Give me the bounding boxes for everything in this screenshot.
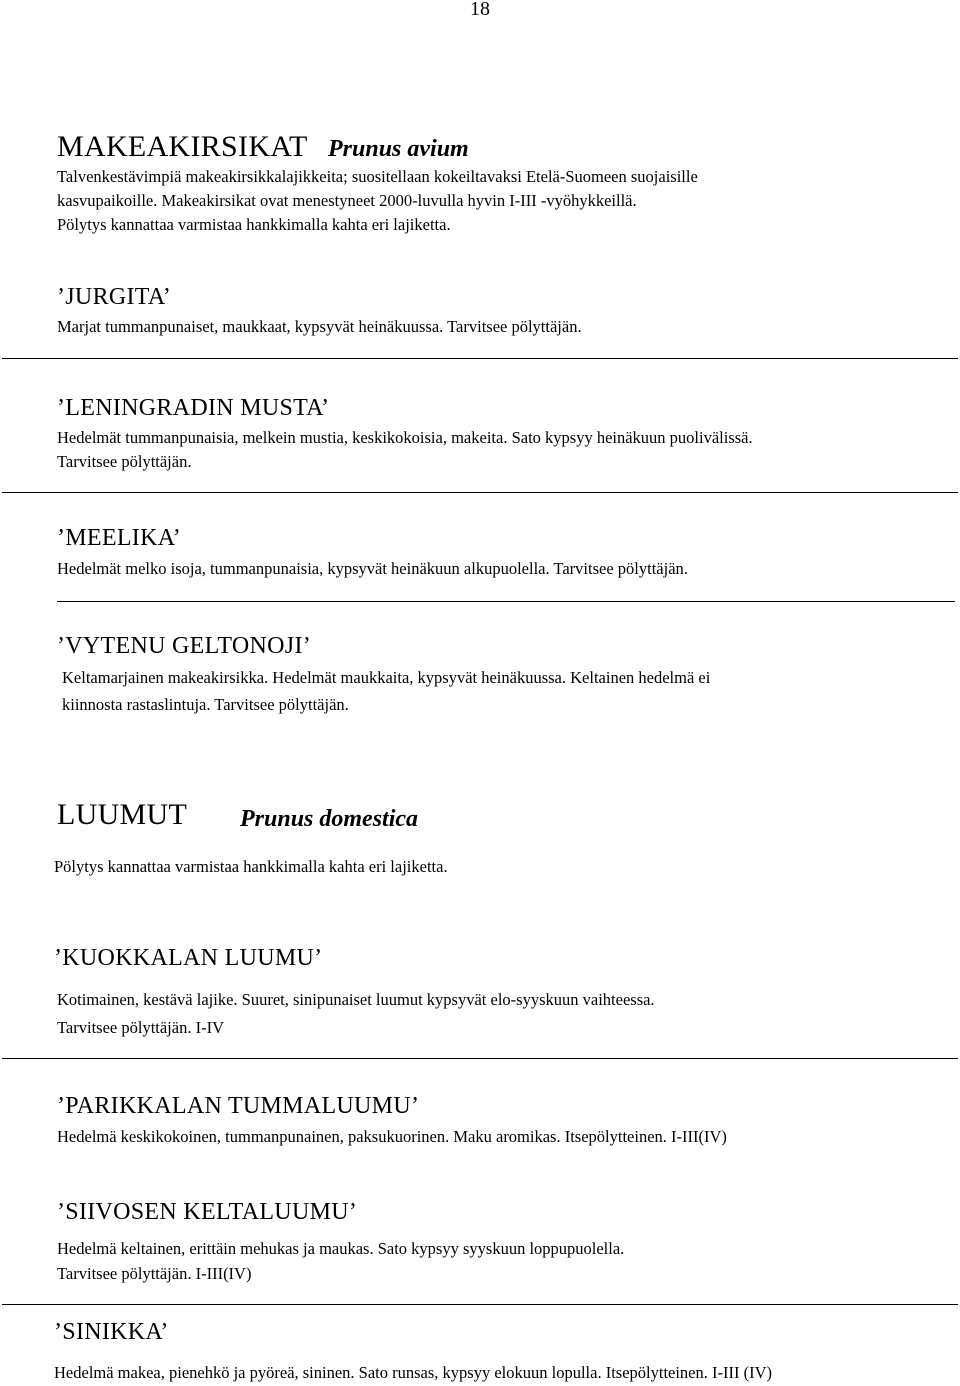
variety-name-meelika: ’MEELIKA’ [57, 525, 182, 551]
section-title-makeakirsikat: MAKEAKIRSIKAT [57, 130, 308, 163]
variety-description: Hedelmät melko isoja, tummanpunaisia, kypsyvät heinäkuun alkupuolella. Tarvitsee pölyttäjän. [57, 559, 688, 578]
variety-description: Kotimainen, kestävä lajike. Suuret, sinipunaiset luumut kypsyvät elo-syyskuun vaihteessa. [57, 990, 655, 1009]
variety-description: Hedelmä keltainen, erittäin mehukas ja maukas. Sato kypsyy syyskuun loppupuolella. [57, 1239, 625, 1258]
variety-name-sinikka: ’SINIKKA’ [54, 1319, 169, 1345]
divider [2, 1058, 958, 1059]
variety-name-vytenu-geltonoji: ’VYTENU GELTONOJI’ [57, 633, 312, 659]
section-title-luumut: LUUMUT [57, 798, 188, 831]
intro-line: kasvupaikoille. Makeakirsikat ovat menestyneet 2000-luvulla hyvin I-III -vyöhykkeillä. [57, 191, 637, 210]
intro-line: Talvenkestävimpiä makeakirsikkalajikkeita; suositellaan kokeiltavaksi Etelä-Suomeen suojaisille [57, 167, 698, 186]
variety-name-parikkalan-tummaluumu: ’PARIKKALAN TUMMALUUMU’ [57, 1093, 420, 1119]
divider [2, 492, 958, 493]
divider [2, 358, 958, 359]
variety-description: Keltamarjainen makeakirsikka. Hedelmät maukkaita, kypsyvät heinäkuussa. Keltainen hedelmä ei [62, 668, 711, 687]
variety-description: Hedelmät tummanpunaisia, melkein mustia, keskikokoisia, makeita. Sato kypsyy heinäkuun puolivälissä. [57, 428, 753, 447]
variety-description: kiinnosta rastaslintuja. Tarvitsee pölyttäjän. [62, 695, 349, 714]
page-number: 18 [470, 0, 490, 20]
variety-description: Tarvitsee pölyttäjän. I-IV [57, 1018, 224, 1037]
variety-description: Tarvitsee pölyttäjän. I-III(IV) [57, 1264, 252, 1283]
intro-line: Pölytys kannattaa varmistaa hankkimalla kahta eri lajiketta. [57, 215, 451, 234]
intro-line: Pölytys kannattaa varmistaa hankkimalla kahta eri lajiketta. [54, 857, 448, 876]
variety-name-jurgita: ’JURGITA’ [57, 284, 172, 310]
variety-description: Hedelmä keskikokoinen, tummanpunainen, paksukuorinen. Maku aromikas. Itsepölytteinen. I-III(IV) [57, 1127, 727, 1146]
divider [57, 601, 955, 602]
variety-description: Tarvitsee pölyttäjän. [57, 452, 192, 471]
variety-description: Hedelmä makea, pienehkö ja pyöreä, sininen. Sato runsas, kypsyy elokuun lopulla. Itsepölytteinen. I-III (IV) [54, 1363, 773, 1382]
section-latin-name: Prunus domestica [240, 806, 419, 832]
variety-name-siivosen-keltaluumu: ’SIIVOSEN KELTALUUMU’ [57, 1199, 358, 1225]
variety-description: Marjat tummanpunaiset, maukkaat, kypsyvät heinäkuussa. Tarvitsee pölyttäjän. [57, 317, 582, 336]
section-latin-name: Prunus avium [328, 136, 469, 162]
variety-name-leningradin-musta: ’LENINGRADIN MUSTA’ [57, 395, 330, 421]
variety-name-kuokkalan-luumu: ’KUOKKALAN LUUMU’ [54, 945, 323, 971]
divider [2, 1304, 958, 1305]
